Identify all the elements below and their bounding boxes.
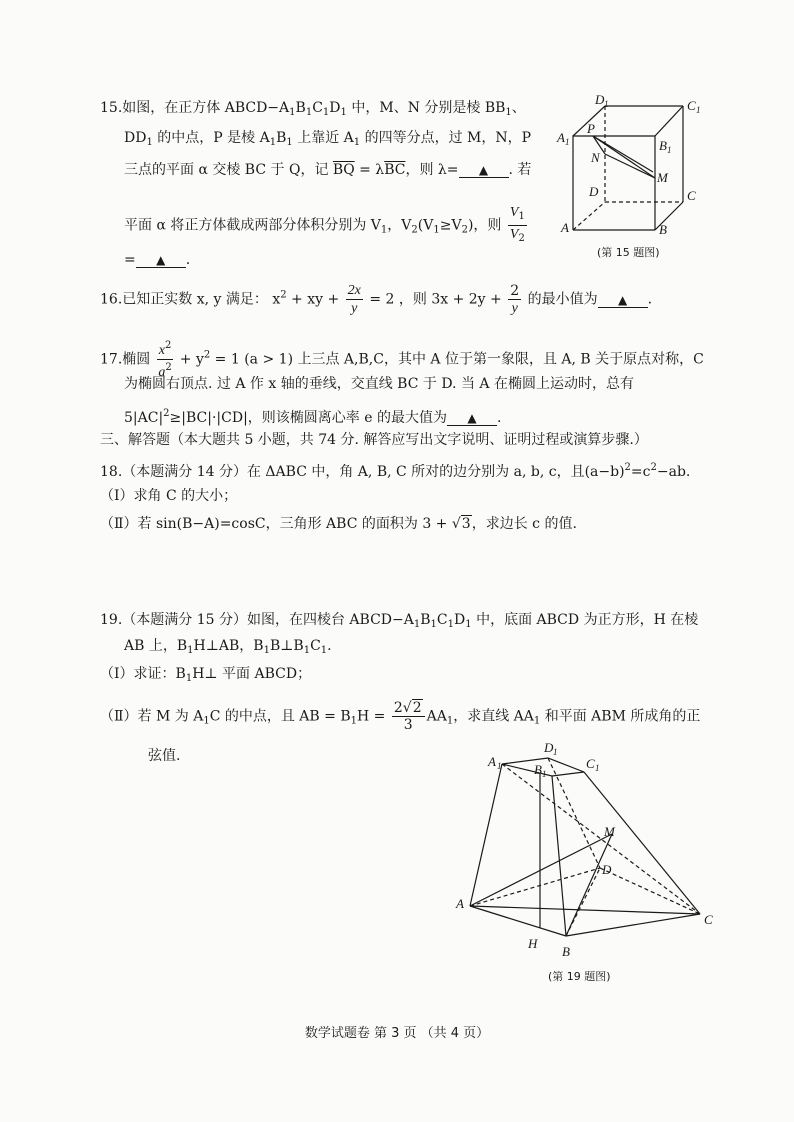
svg-text:A: A <box>488 754 496 769</box>
svg-text:B: B <box>659 138 667 153</box>
svg-text:C: C <box>687 188 696 203</box>
q19-head: 19.（本题满分 15 分）如图，在四棱台 $ABCD-A_1B_1C_1D_1$ 中，底面 ABCD 为正方形，H 在棱 <box>100 612 699 630</box>
q16-line: 16.已知正实数 x, y 满足： $x^2$ + xy + $\frac{2x}{y}$ = 2 ，则 3x + 2y + $\frac{2}{y}$ 的最小值为 ▲ . <box>100 282 653 316</box>
svg-text:P: P <box>587 121 595 136</box>
q17-line2: 为椭圆右顶点. 过 A 作 x 轴的垂线，交直线 BC 于 D. 当 A 在椭圆上运动时，总有 <box>124 376 634 392</box>
svg-text:B: B <box>562 944 570 959</box>
q19-part1: （Ⅰ）求证：$B_1H\perp$ 平面 ABCD； <box>100 666 312 684</box>
q17-line3: $5|AC|^2\ge|BC|\cdot|CD|$，则该椭圆离心率 e 的最大值为 ▲ . <box>124 408 502 426</box>
q18-head: 18.（本题满分 14 分）在 ΔABC 中，角 A, B, C 所对的边分别为 a, b, c，且$(a-b)^2=c^2-ab$. <box>100 462 691 480</box>
svg-text:D: D <box>544 740 554 755</box>
svg-text:A: A <box>456 896 464 911</box>
q17-line1: 17.椭圆 $\frac{x^2}{a^2}$ + $y^2 = 1$ (a > 1) 上三点 A,B,C，其中 A 位于第一象限，且 A, B 关于原点对称，C <box>100 340 704 380</box>
figure-19-caption: (第 19 题图) <box>548 970 611 983</box>
svg-text:B: B <box>534 762 542 777</box>
figure-15-caption: (第 15 题图) <box>597 246 660 259</box>
svg-text:M: M <box>604 824 615 839</box>
q15-line5: = ▲ . <box>124 252 191 268</box>
svg-text:1: 1 <box>553 747 558 757</box>
svg-text:N: N <box>591 150 600 165</box>
section-3-heading: 三、解答题（本大题共 5 小题，共 74 分. 解答应写出文字说明、证明过程或演算步骤.） <box>100 432 648 448</box>
svg-text:C: C <box>687 98 696 113</box>
svg-text:A: A <box>561 220 569 235</box>
figure-15-cube <box>555 92 715 262</box>
svg-text:1: 1 <box>604 99 609 109</box>
svg-text:1: 1 <box>565 137 570 147</box>
q15-line1: 15.如图，在正方体 $ABCD-A_1B_1C_1D_1$ 中，M、N 分别是棱 $BB_1$、 <box>100 100 526 118</box>
page-footer: 数学试题卷 第 3 页 （共 4 页） <box>304 1026 490 1041</box>
svg-text:D: D <box>595 92 605 107</box>
svg-text:C: C <box>704 912 713 927</box>
figure-19-frustum <box>452 736 722 986</box>
q19-line2: AB 上，$B_1H\perp AB$，$B_1B\perp B_1C_1$. <box>124 638 332 656</box>
q19-part2-cont: 弦值. <box>148 748 181 764</box>
q19-part2: （Ⅱ）若 M 为 $A_1C$ 的中点，且 AB = $B_1H$ = $\frac{2√2}{3}$ $AA_1$，求直线 $AA_1$ 和平面 ABM 所成角的正 <box>100 700 701 733</box>
svg-text:B: B <box>659 222 667 237</box>
v1-over-v2-fraction: $\frac{V_1}{V_2}$ <box>509 205 525 244</box>
q15-line2: $DD_1$ 的中点，P 是棱 $A_1B_1$ 上靠近 $A_1$ 的四等分点，过 M，N，P <box>124 130 532 148</box>
answer-blank-marker: ▲ <box>478 163 489 177</box>
svg-text:M: M <box>657 170 668 185</box>
svg-text:1: 1 <box>696 105 701 115</box>
q15-line4: 平面 α 将正方体截成两部分体积分别为 $V_1$，$V_2(V_1\ge V_2)$，则 $\frac{V_1}{V_2}$ <box>124 204 529 247</box>
svg-text:1: 1 <box>542 769 547 779</box>
svg-text:H: H <box>528 936 538 951</box>
svg-text:1: 1 <box>497 761 502 771</box>
svg-text:C: C <box>586 756 595 771</box>
svg-text:D: D <box>589 184 599 199</box>
q15-line3: 三点的平面 α 交棱 BC 于 Q，记 $\overline{BQ} = \lambda\overline{BC}$，则 λ= ▲ . 若 <box>124 162 532 178</box>
q18-part2: （Ⅱ）若 sin(B−A)=cosC，三角形 ABC 的面积为 3 + √3，求边长 c 的值. <box>100 516 577 532</box>
svg-text:1: 1 <box>595 763 600 773</box>
svg-text:A: A <box>557 130 565 145</box>
svg-text:1: 1 <box>667 145 672 155</box>
q18-part1: （Ⅰ）求角 C 的大小； <box>100 488 238 504</box>
svg-text:D: D <box>602 862 612 877</box>
